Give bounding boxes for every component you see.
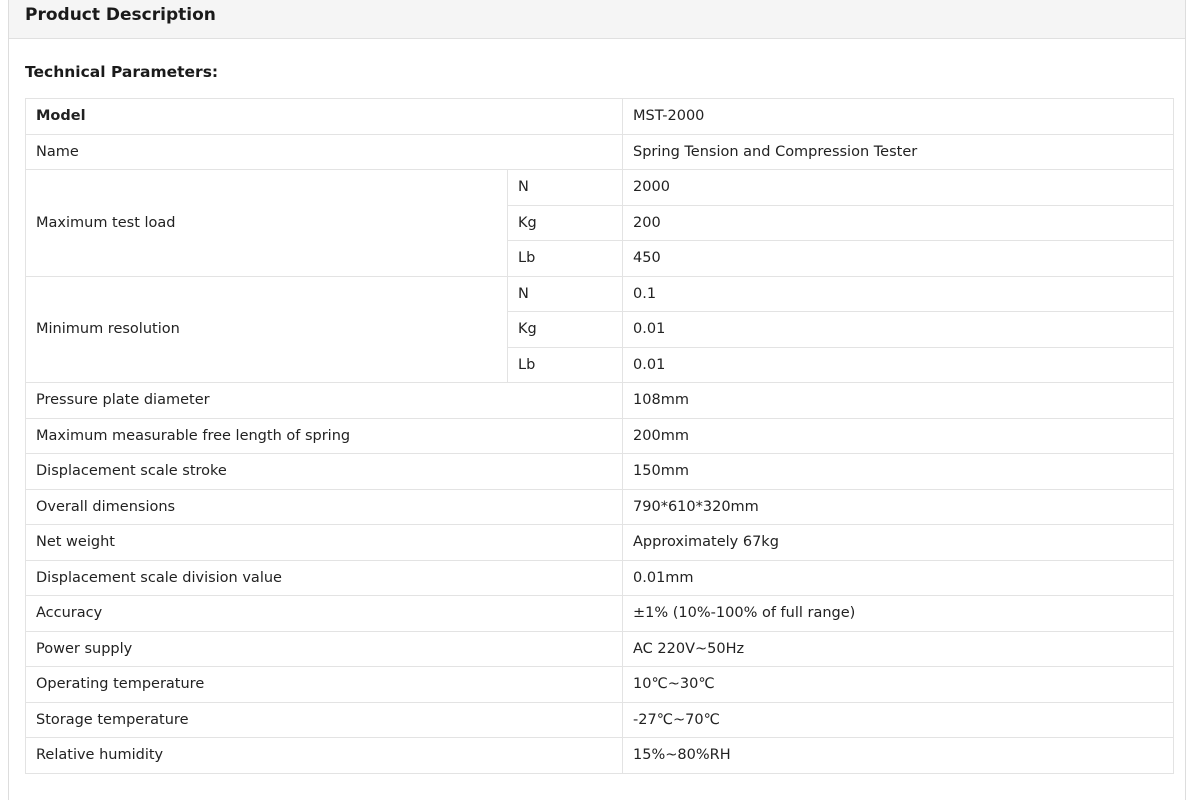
row-label: Power supply — [26, 631, 623, 667]
table-row — [26, 170, 1174, 206]
row-label: Operating temperature — [26, 667, 623, 703]
table-row — [26, 631, 1174, 667]
table-row — [26, 525, 1174, 561]
row-value: Approximately 67kg — [623, 525, 1174, 561]
unit-cell: Kg — [508, 312, 623, 348]
row-value: 150mm — [623, 454, 1174, 490]
row-value: 108mm — [623, 383, 1174, 419]
row-value: 0.01mm — [623, 560, 1174, 596]
row-value: 200mm — [623, 418, 1174, 454]
row-label: Displacement scale division value — [26, 560, 623, 596]
row-value: 200 — [623, 205, 1174, 241]
row-value: 10℃~30℃ — [623, 667, 1174, 703]
product-description-panel — [8, 0, 1186, 800]
row-value: 2000 — [623, 170, 1174, 206]
row-value: Spring Tension and Compression Tester — [623, 134, 1174, 170]
table-row — [26, 667, 1174, 703]
row-label: Maximum test load — [26, 170, 508, 277]
table-row — [26, 560, 1174, 596]
section-title: Technical Parameters: — [25, 63, 219, 81]
row-label: Maximum measurable free length of spring — [26, 418, 623, 454]
row-value: 0.1 — [623, 276, 1174, 312]
table-row — [26, 276, 1174, 312]
row-value: AC 220V~50Hz — [623, 631, 1174, 667]
table-row — [26, 454, 1174, 490]
row-value: 0.01 — [623, 347, 1174, 383]
row-value: 15%~80%RH — [623, 738, 1174, 774]
row-value: MST-2000 — [623, 99, 1174, 135]
technical-parameters-table — [25, 98, 1174, 774]
table-row — [26, 383, 1174, 419]
table-row — [26, 489, 1174, 525]
unit-cell: Kg — [508, 205, 623, 241]
panel-header — [9, 0, 1185, 39]
table-row — [26, 702, 1174, 738]
table-row — [26, 596, 1174, 632]
row-label: Minimum resolution — [26, 276, 508, 383]
unit-cell: N — [508, 170, 623, 206]
table-row — [26, 418, 1174, 454]
row-label: Model — [26, 99, 623, 135]
unit-cell: Lb — [508, 241, 623, 277]
row-label: Pressure plate diameter — [26, 383, 623, 419]
row-value: 450 — [623, 241, 1174, 277]
panel-title: Product Description — [25, 5, 216, 25]
row-value: 0.01 — [623, 312, 1174, 348]
row-label: Net weight — [26, 525, 623, 561]
row-value: 790*610*320mm — [623, 489, 1174, 525]
row-label: Overall dimensions — [26, 489, 623, 525]
table-row — [26, 738, 1174, 774]
row-label: Storage temperature — [26, 702, 623, 738]
unit-cell: N — [508, 276, 623, 312]
row-label: Displacement scale stroke — [26, 454, 623, 490]
table-row — [26, 99, 1174, 135]
table-row — [26, 134, 1174, 170]
row-label: Name — [26, 134, 623, 170]
row-value: ±1% (10%-100% of full range) — [623, 596, 1174, 632]
unit-cell: Lb — [508, 347, 623, 383]
row-label: Accuracy — [26, 596, 623, 632]
row-value: -27℃~70℃ — [623, 702, 1174, 738]
row-label: Relative humidity — [26, 738, 623, 774]
